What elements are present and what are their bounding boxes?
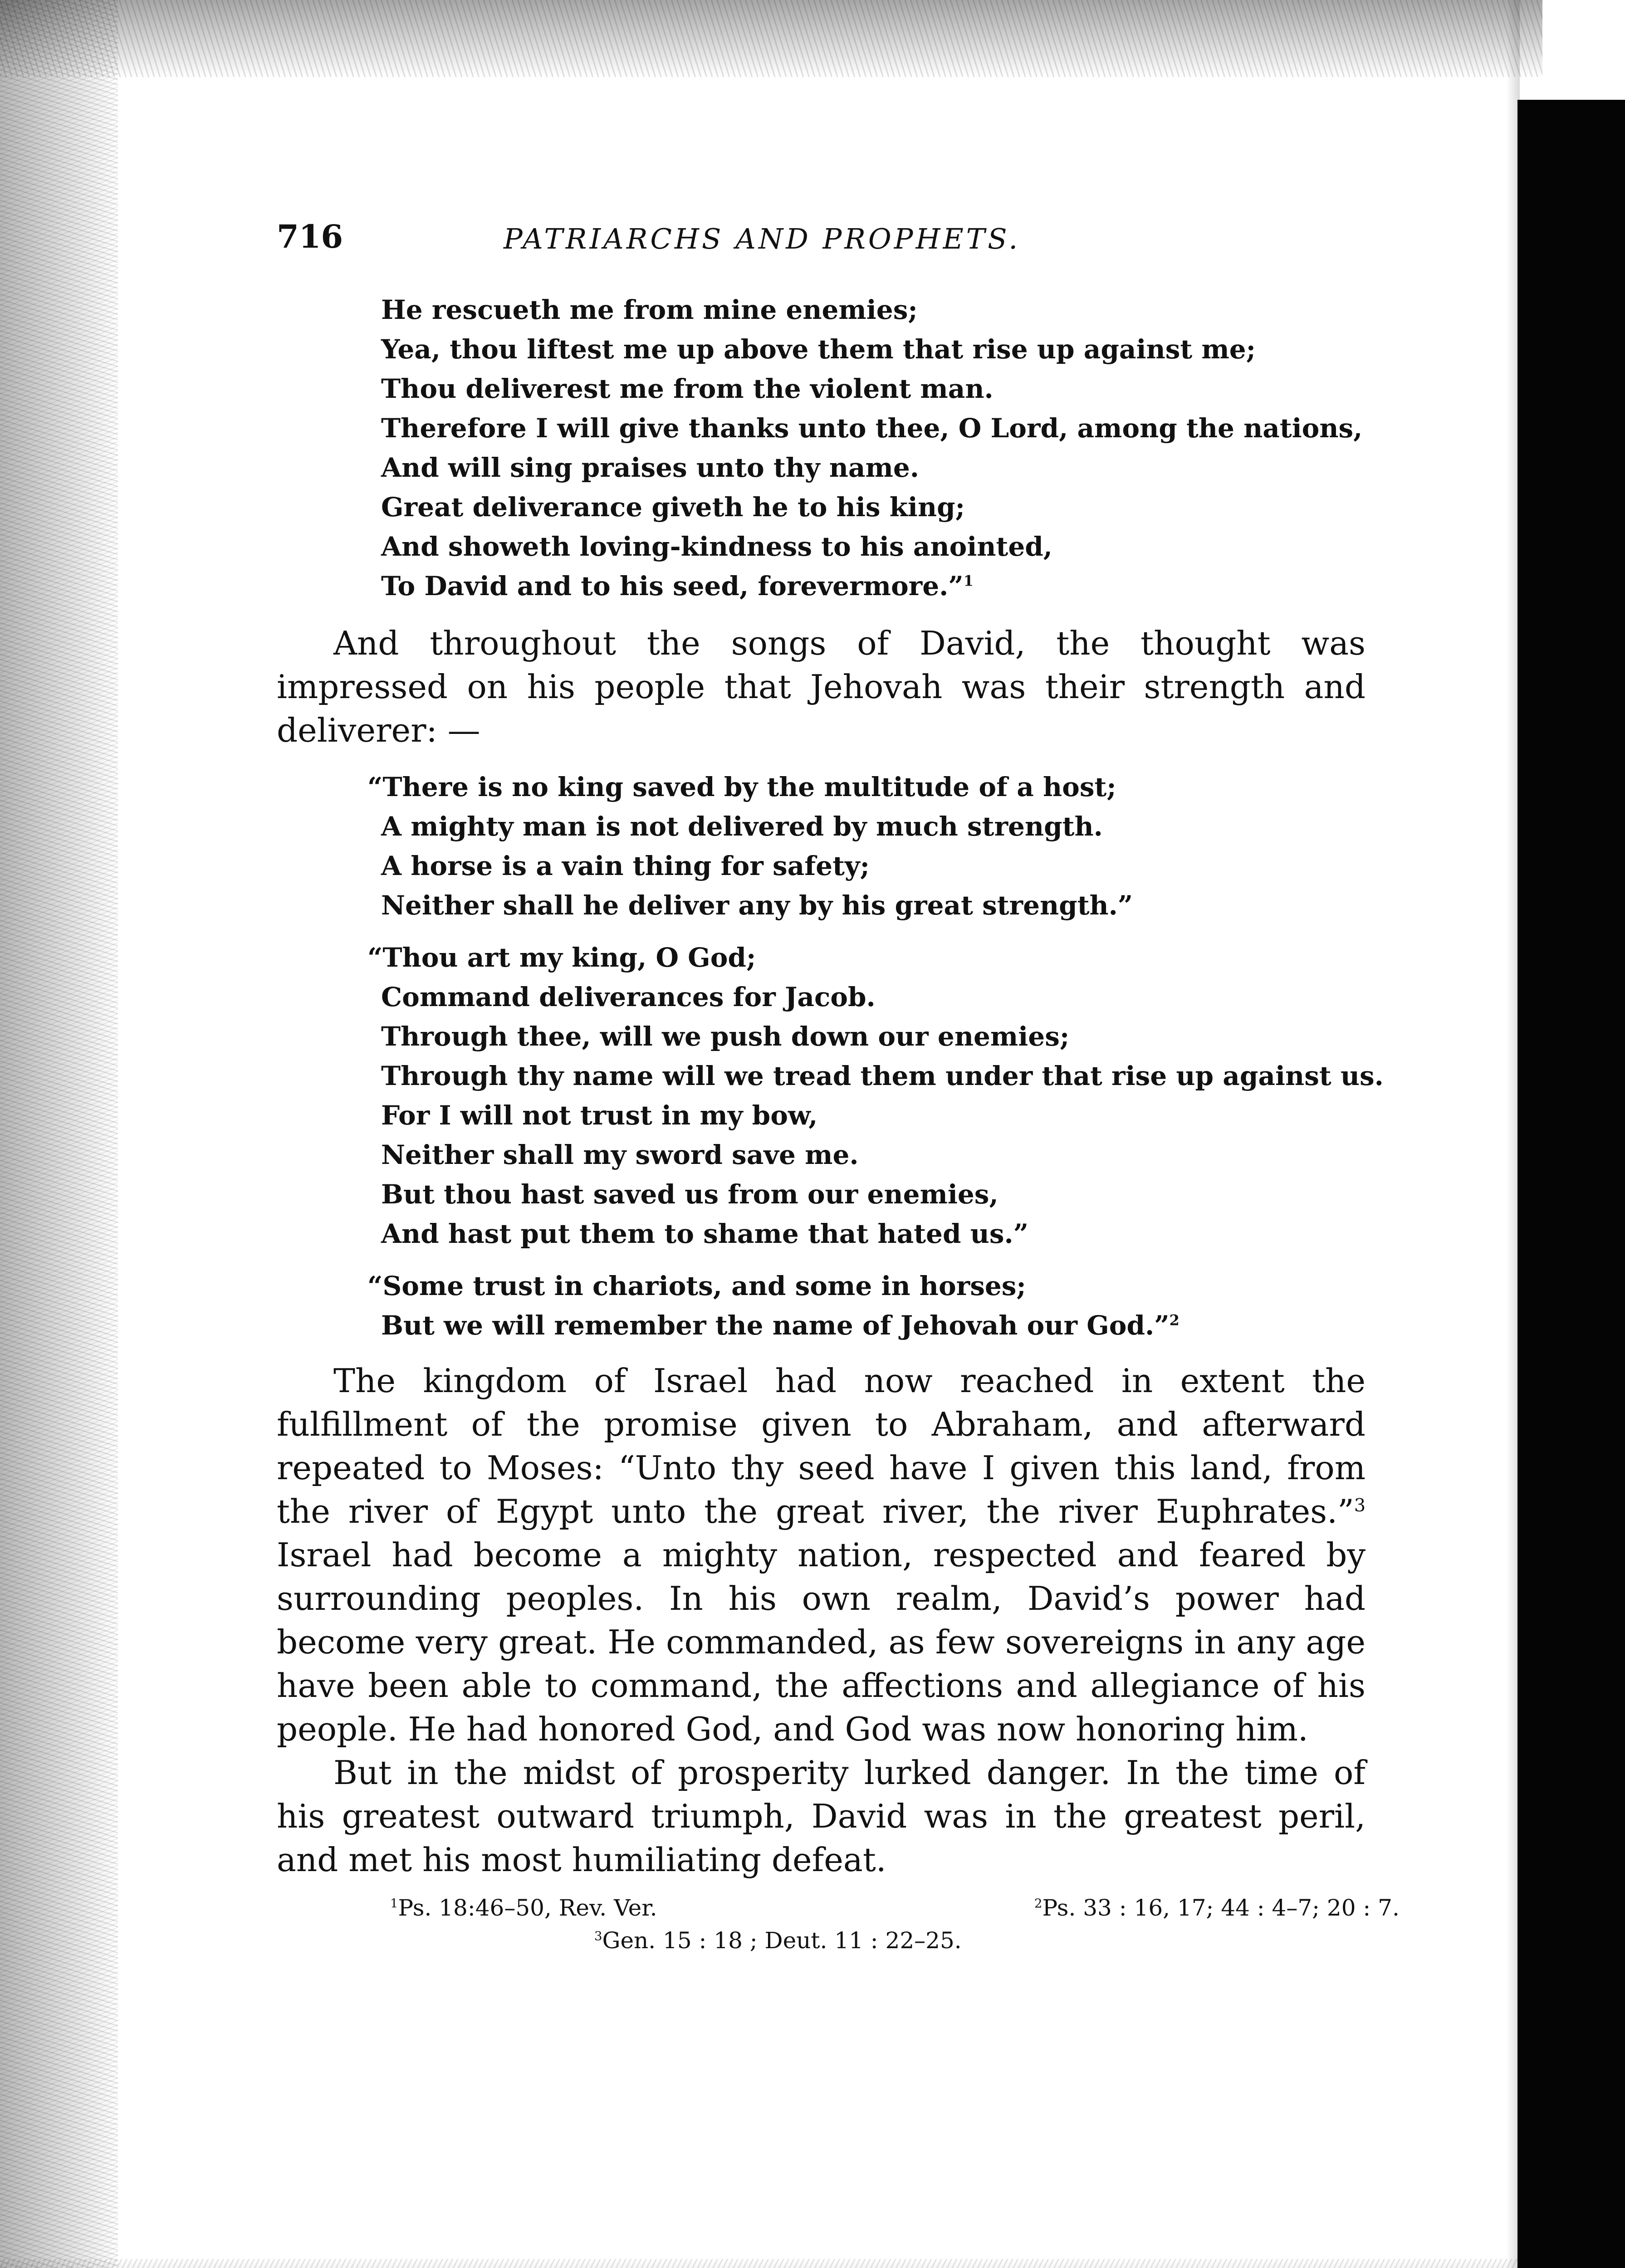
poem-line: Great deliverance giveth he to his king; — [381, 492, 965, 523]
paragraph-text: The kingdom of Israel had now reached in extent the fulfillment of the promise given to Abraham, and afterward repeated to Moses: “Unto thy seed have I given this land, from the river of Egypt unto the great river, the river Euphrates.” — [277, 1362, 1366, 1530]
paragraph-kingdom-of-israel — [277, 1359, 1366, 1751]
poem-line: Command deliverances for Jacob. — [381, 982, 876, 1012]
poem-line: But thou hast saved us from our enemies, — [381, 1179, 998, 1210]
page-body — [277, 290, 1400, 1957]
paragraph-songs-of-david: And throughout the songs of David, the thought was impressed on his people that Jehovah was their strength and deliverer: — — [277, 624, 1366, 749]
stanza — [277, 767, 1366, 925]
footnote-mark: 2 — [1034, 1896, 1043, 1911]
paragraph-text: Israel had become a mighty nation, respected and feared by surrounding peoples. In his own realm, David’s power had become very great. He commanded, as few sovereigns in any age have been able to command, the affections and allegiance of his people. He had honored God, and God was now honoring him. — [277, 1536, 1366, 1748]
footnote-2 — [1034, 1895, 1400, 1921]
poem-line: And showeth loving-kindness to his anointed, — [381, 531, 1052, 562]
poem-line: And hast put them to shame that hated us.” — [381, 1218, 1029, 1249]
footnote-3 — [277, 1924, 1366, 1957]
poem-line: “Thou art my king, O God; — [367, 942, 756, 973]
poem-line: And will sing praises unto thy name. — [381, 452, 919, 483]
poem-line: Yea, thou liftest me up above them that rise up against me; — [381, 334, 1256, 365]
footnotes — [277, 1892, 1400, 1957]
footnote-1 — [277, 1892, 1034, 1924]
footnote-mark: 1 — [390, 1896, 398, 1911]
poem-line: Thou deliverest me from the violent man. — [381, 373, 994, 404]
footnote-ref: 1 — [963, 572, 974, 590]
paragraph-prosperity-danger: But in the midst of prosperity lurked danger. In the time of his greatest outward triumph, David was in the greatest peril, and met his most humiliating defeat. — [277, 1754, 1366, 1879]
poem-line: “There is no king saved by the multitude of a host; — [367, 772, 1116, 802]
page-number: 716 — [277, 218, 343, 255]
running-head: PATRIARCHS AND PROPHETS. — [504, 222, 1021, 255]
poem-line: A horse is a vain thing for safety; — [381, 850, 870, 881]
poem-line: Neither shall my sword save me. — [381, 1139, 859, 1170]
scan-noise-top — [0, 0, 1542, 77]
poem-line: Therefore I will give thanks unto thee, O Lord, among the nations, — [381, 413, 1363, 444]
page-header — [277, 218, 1366, 272]
footnote-text: Gen. 15 : 18 ; Deut. 11 : 22–25. — [602, 1927, 962, 1954]
footnote-ref: 2 — [1169, 1311, 1180, 1329]
poem-line: Through thee, will we push down our enemies; — [381, 1021, 1070, 1052]
stanza — [277, 1266, 1366, 1345]
footnote-mark: 3 — [594, 1929, 602, 1944]
poem-line-text: To David and to his seed, forevermore.” — [381, 571, 964, 601]
scan-noise-left — [0, 0, 118, 2268]
poem-line — [277, 1306, 1366, 1345]
poem-psalms-collection — [277, 767, 1384, 1345]
stanza — [277, 938, 1384, 1254]
poem-line: A mighty man is not delivered by much strength. — [381, 811, 1103, 842]
scan-dark-margin — [1517, 100, 1625, 2268]
poem-line: For I will not trust in my bow, — [381, 1100, 818, 1131]
poem-line: He rescueth me from mine enemies; — [381, 294, 918, 325]
poem-line: Through thy name will we tread them under that rise up against us. — [381, 1061, 1384, 1091]
poem-line — [277, 567, 1366, 606]
footnote-row — [277, 1892, 1400, 1924]
scan-noise-bottom — [0, 2259, 1542, 2268]
poem-line: Neither shall he deliver any by his great strength.” — [381, 890, 1133, 921]
poem-psalm-18 — [277, 290, 1366, 606]
footnote-text: Ps. 33 : 16, 17; 44 : 4–7; 20 : 7. — [1042, 1895, 1400, 1921]
poem-line: “Some trust in chariots, and some in horses; — [367, 1271, 1026, 1301]
poem-line-text: But we will remember the name of Jehovah our God.” — [381, 1310, 1170, 1341]
footnote-text: Ps. 18:46–50, Rev. Ver. — [398, 1895, 657, 1921]
footnote-ref: 3 — [1354, 1495, 1366, 1516]
